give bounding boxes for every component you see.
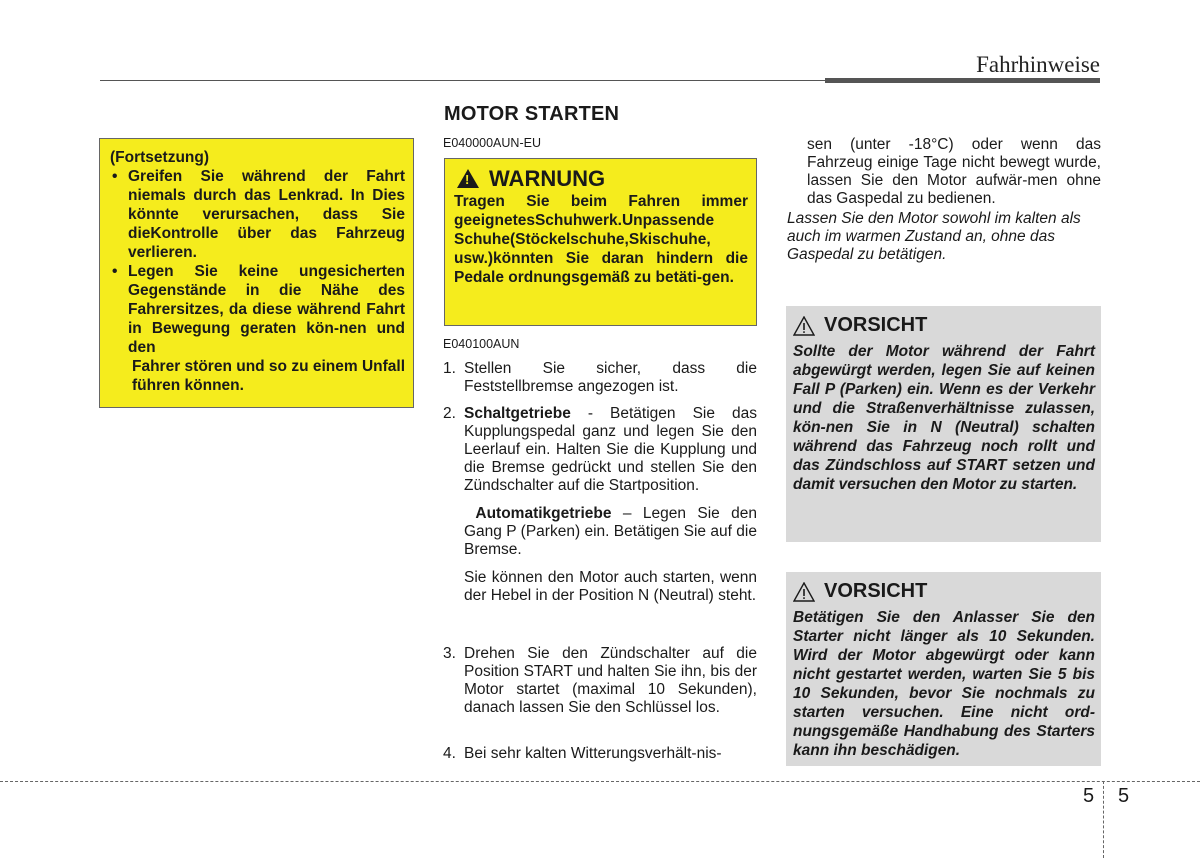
continued-warning-box bbox=[99, 138, 414, 408]
step-number: 1. bbox=[443, 360, 456, 377]
reference-code: E040000AUN-EU bbox=[443, 136, 541, 150]
continued-title: (Fortsetzung) bbox=[110, 149, 210, 166]
footer-divider bbox=[0, 781, 1200, 782]
caution-label: VORSICHT bbox=[824, 314, 928, 336]
step-number: 4. bbox=[443, 745, 456, 762]
continued-trailing-text: Fahrer stören und so zu einem Unfall führen können. bbox=[132, 358, 406, 394]
warning-triangle-icon: ! bbox=[457, 169, 479, 188]
list-item: • Greifen Sie während der Fahrt niemals durch das Lenkrad. In Dies könnte verursachen, dass Sie dieKontrolle über das Fahrzeug verlieren. bbox=[110, 167, 405, 262]
continued-list bbox=[110, 167, 405, 357]
caution-header bbox=[793, 580, 1095, 603]
step-number: 2. bbox=[443, 405, 456, 422]
step-term: Schaltgetriebe bbox=[464, 405, 571, 422]
step-item bbox=[443, 360, 757, 406]
list-item: • Legen Sie keine ungesicherten Gegenstände in die Nähe des Fahrersitzes, da diese während Fahrt in Bewegung geraten kön-nen und den bbox=[110, 262, 405, 357]
caution-box bbox=[786, 572, 1101, 766]
step-term: Automatikgetriebe bbox=[475, 505, 612, 522]
warning-label: WARNUNG bbox=[489, 166, 606, 191]
step-item bbox=[443, 745, 757, 773]
step-text: Drehen Sie den Zündschalter auf die Position START und halten Sie ihn, bis der Motor startet (maximal 10 Sekunden), danach lassen Sie den Schlüssel los. bbox=[464, 645, 757, 716]
footer-divider-vertical bbox=[1103, 781, 1104, 858]
warning-text: Tragen Sie beim Fahren immer geeignetesSchuhwerk.Unpassende Schuhe(Stöckelschuhe,Skischuhe, usw.)könnten Sie daran hindern die Pedale ordnungsgemäß zu betäti-gen. bbox=[454, 193, 748, 286]
header-rule-accent bbox=[825, 78, 1100, 83]
step-item bbox=[443, 405, 757, 615]
step-text: Bei sehr kalten Witterungsverhält-nis- bbox=[464, 745, 722, 762]
step-text: Sie können den Motor auch starten, wenn der Hebel in der Position N (Neutral) steht. bbox=[464, 569, 757, 604]
caution-triangle-icon bbox=[793, 582, 815, 602]
page-number: 5 bbox=[1118, 785, 1130, 807]
reference-code: E040100AUN bbox=[443, 337, 520, 351]
warning-box bbox=[444, 158, 757, 326]
caution-triangle-icon bbox=[793, 316, 815, 336]
step-continuation-text: sen (unter -18°C) oder wenn das Fahrzeug einige Tage nicht bewegt wurde, lassen Sie den Motor aufwär-men ohne das Gaspedal zu bedienen. bbox=[807, 136, 1101, 207]
caution-label: VORSICHT bbox=[824, 580, 928, 602]
caution-text: Betätigen Sie den Anlasser Sie den Starter nicht länger als 10 Sekunden. Wird der Motor abgewürgt oder kann nicht gestartet werden, warten Sie 5 bis 10 Sekunden, bevor Sie nochmals zu starten versuchen. Eine nicht ord-nungsgemäße Handhabung des Starters kann ihn beschädigen. bbox=[793, 609, 1095, 759]
warning-header bbox=[454, 166, 748, 191]
caution-header bbox=[793, 314, 1095, 337]
caution-box bbox=[786, 306, 1101, 542]
italic-note: Lassen Sie den Motor sowohl im kalten als auch im warmen Zustand an, ohne das Gaspedal zu betätigen. bbox=[787, 210, 1081, 263]
chapter-title: Fahrhinweise bbox=[976, 52, 1100, 77]
step-item bbox=[443, 645, 757, 727]
step-continuation bbox=[787, 136, 1101, 264]
chapter-number: 5 bbox=[1083, 785, 1095, 807]
step-text: Schaltgetriebe - Betätigen Sie das Kupplungspedal ganz und legen Sie den Leerlauf ein. Halten Sie die Kupplung und die Bremse gedrückt und stellen Sie den Zündschalter auf die Startposition. bbox=[464, 405, 757, 494]
caution-text: Sollte der Motor während der Fahrt abgewürgt werden, legen Sie auf keinen Fall P (Parken) ein. Wenn es der Verkehr und die Straßenverhältnisse zulassen, kön-nen Sie in N (Neutral) schalten während das Fahrzeug noch rollt und das Zündschloss auf START setzen und damit versuchen den Motor zu starten. bbox=[793, 343, 1095, 493]
section-title: MOTOR STARTEN bbox=[444, 103, 620, 125]
step-number: 3. bbox=[443, 645, 456, 662]
step-text: Automatikgetriebe – Legen Sie den Gang P (Parken) ein. Betätigen Sie auf die Bremse. bbox=[464, 505, 757, 558]
step-text: Stellen Sie sicher, dass die Feststellbremse angezogen ist. bbox=[464, 360, 757, 395]
